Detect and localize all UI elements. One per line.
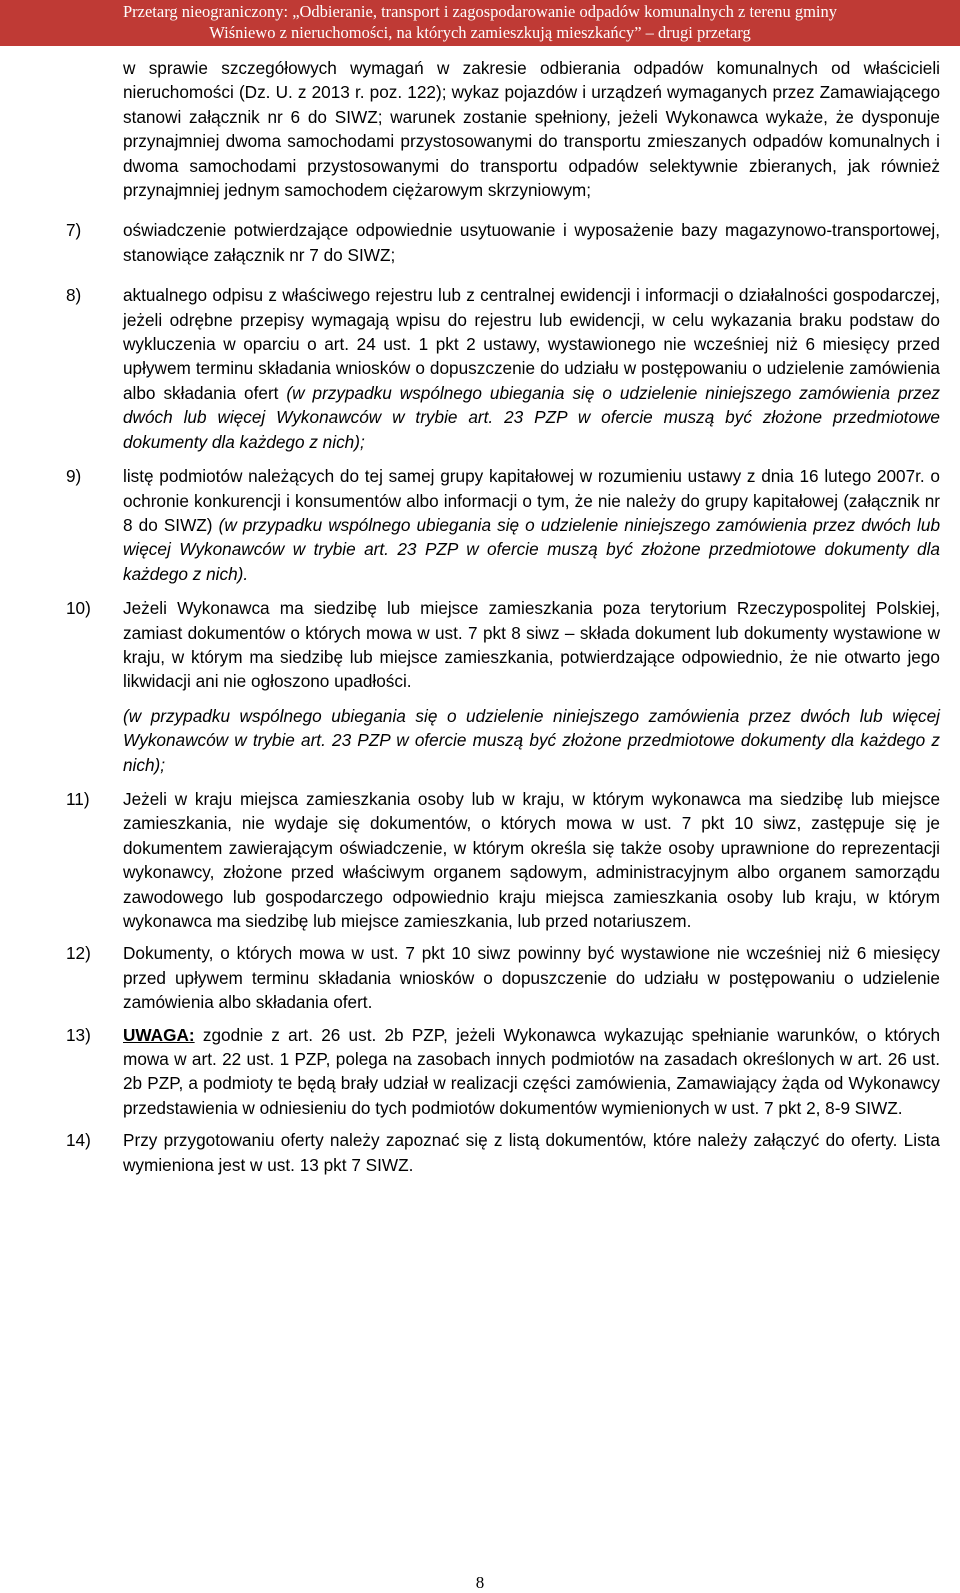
list-item-plain-text: aktualnego odpisu z właściwego rejestru lub z centralnej ewidencji i informacji o działalności gospodarczej, jeżeli odrębne przepisy wymagają wpisu do rejestru lub ewidencji, w celu wykazania braku podstaw do wykluczenia w oparciu o art. 24 ust. 1 pkt 2 ustawy, wystawionego nie wcześniej niż 6 miesięcy przed upływem terminu składania wniosków o dopuszczenie do udziału w postępowaniu o udzielenie zamówienia albo składania ofert [123,285,940,403]
document-header [0,0,960,46]
list-item-number: 8) [66,285,82,306]
uwaga-label: UWAGA: [123,1024,195,1045]
list-item-number: 7) [66,220,82,241]
header-line-2: Wiśniewo z nieruchomości, na których zamieszkują mieszkańcy” – drugi przetarg [209,23,751,42]
list-item-number: 11) [66,788,90,809]
list-item-text: Jeżeli Wykonawca ma siedzibę lub miejsce zamieszkania poza terytorium Rzeczypospolitej Polskiej, zamiast dokumentów o których mowa w ust. 7 pkt 8 siwz – składa dokument lub dokumenty wystawione w kraju, w którym ma siedzibę lub miejsce zamieszkania, potwierdzające odpowiednio, że nie otwarto jego likwidacji ani nie ogłoszono upadłości. [123,598,940,692]
list-item-number: 9) [66,466,82,487]
list-item-plain-text: zgodnie z art. 26 ust. 2b PZP, jeżeli Wykonawca wykazując spełnianie warunków, o których mowa w art. 22 ust. 1 PZP, polega na zasobach innych podmiotów na zasadach określonych w art. 26 ust. 2b PZP, a podmioty te będą brały udział w realizacji części zamówienia, Zamawiający żąda od Wykonawcy przedstawienia w odniesieniu do tych podmiotów dokumentów wymienionych w ust. 7 pkt 2, 8-9 SIWZ. [123,1024,940,1118]
list-item-text [123,1023,940,1121]
list-item-text: Przy przygotowaniu oferty należy zapoznać się z listą dokumentów, które należy załączyć do oferty. Lista wymieniona jest w ust. 13 pkt 7 SIWZ. [123,1130,940,1175]
list-item-9 [66,464,940,586]
document-body [66,56,940,1177]
list-item-text [123,283,940,454]
list-item-number: 14) [66,1130,91,1151]
list-item-text: Dokumenty, o których mowa w ust. 7 pkt 10 siwz powinny być wystawione nie wcześniej niż 6 miesięcy przed upływem terminu składania wniosków o dopuszczenie do udziału w postępowaniu o udzielenie zamówienia albo składania ofert. [123,943,940,1013]
list-item-11 [66,787,940,933]
header-line-1: Przetarg nieograniczony: „Odbieranie, transport i zagospodarowanie odpadów komunalnych z terenu gminy [122,2,837,21]
list-item-text [123,464,940,586]
list-item-text: oświadczenie potwierdzające odpowiednie usytuowanie i wyposażenie bazy magazynowo-transportowej, stanowiące załącznik nr 7 do SIWZ; [123,220,940,265]
list-item-10 [66,596,940,777]
list-item-number: 10) [66,598,91,619]
list-item-7 [66,218,940,267]
list-item-12 [66,941,940,1014]
list-item-13 [66,1023,940,1121]
list-item-italic-note: (w przypadku wspólnego ubiegania się o udzielenie niniejszego zamówienia przez dwóch lub więcej Wykonawców w trybie art. 23 PZP w ofercie muszą być złożone przedmiotowe dokumenty dla każdego z nich). [123,514,940,584]
list-item-number: 12) [66,943,91,964]
intro-paragraph: w sprawie szczegółowych wymagań w zakresie odbierania odpadów komunalnych od właścicieli nieruchomości (Dz. U. z 2013 r. poz. 122); wykaz pojazdów i urządzeń wymaganych przez Zamawiającego stanowi załącznik nr 6 do SIWZ; warunek zostanie spełniony, jeżeli Wykonawca wykaże, że dysponuje przynajmniej dwoma samochodami przystosowanymi do transportu zmieszanych odpadów komunalnych i dwoma samochodami przystosowanymi do transportu odpadów selektywnie zbieranych, jak również przynajmniej jednym samochodem ciężarowym skrzyniowym; [123,58,940,201]
list-item-plain-text: listę podmiotów należących do tej samej grupy kapitałowej w rozumieniu ustawy z dnia 16 lutego 2007r. o ochronie konkurencji i konsumentów albo informacji o tym, że nie należy do grupy kapitałowej (załącznik nr 8 do SIWZ) [123,466,940,535]
list-item-number: 13) [66,1024,91,1045]
list-item-text: Jeżeli w kraju miejsca zamieszkania osoby lub w kraju, w którym wykonawca ma siedzibę lub miejsce zamieszkania, nie wydaje się dokumentów, o których mowa w ust. 7 pkt 10 siwz, zastępuje się je dokumentem zawierającym oświadczenie, w którym określa się także osoby uprawnione do reprezentacji wykonawcy, złożone przed właściwym organem sądowym, administracyjnym albo organem samorządu zawodowego lub gospodarczego odpowiednio kraju miejsca zamieszkania osoby lub kraju, w którym wykonawca ma siedzibę lub miejsce zamieszkania, lub przed notariuszem. [123,788,940,931]
page-number: 8 [475,1573,485,1592]
list-item-14 [66,1128,940,1177]
list-item-italic-note: (w przypadku wspólnego ubiegania się o udzielenie niniejszego zamówienia przez dwóch lub więcej Wykonawców w trybie art. 23 PZP w ofercie muszą być złożone przedmiotowe dokumenty dla każdego z nich); [123,382,940,452]
list-item-8 [66,283,940,454]
list-item-italic-note: (w przypadku wspólnego ubiegania się o udzielenie niniejszego zamówienia przez dwóch lub więcej Wykonawców w trybie art. 23 PZP w ofercie muszą być złożone przedmiotowe dokumenty dla każdego z nich); [123,705,940,775]
